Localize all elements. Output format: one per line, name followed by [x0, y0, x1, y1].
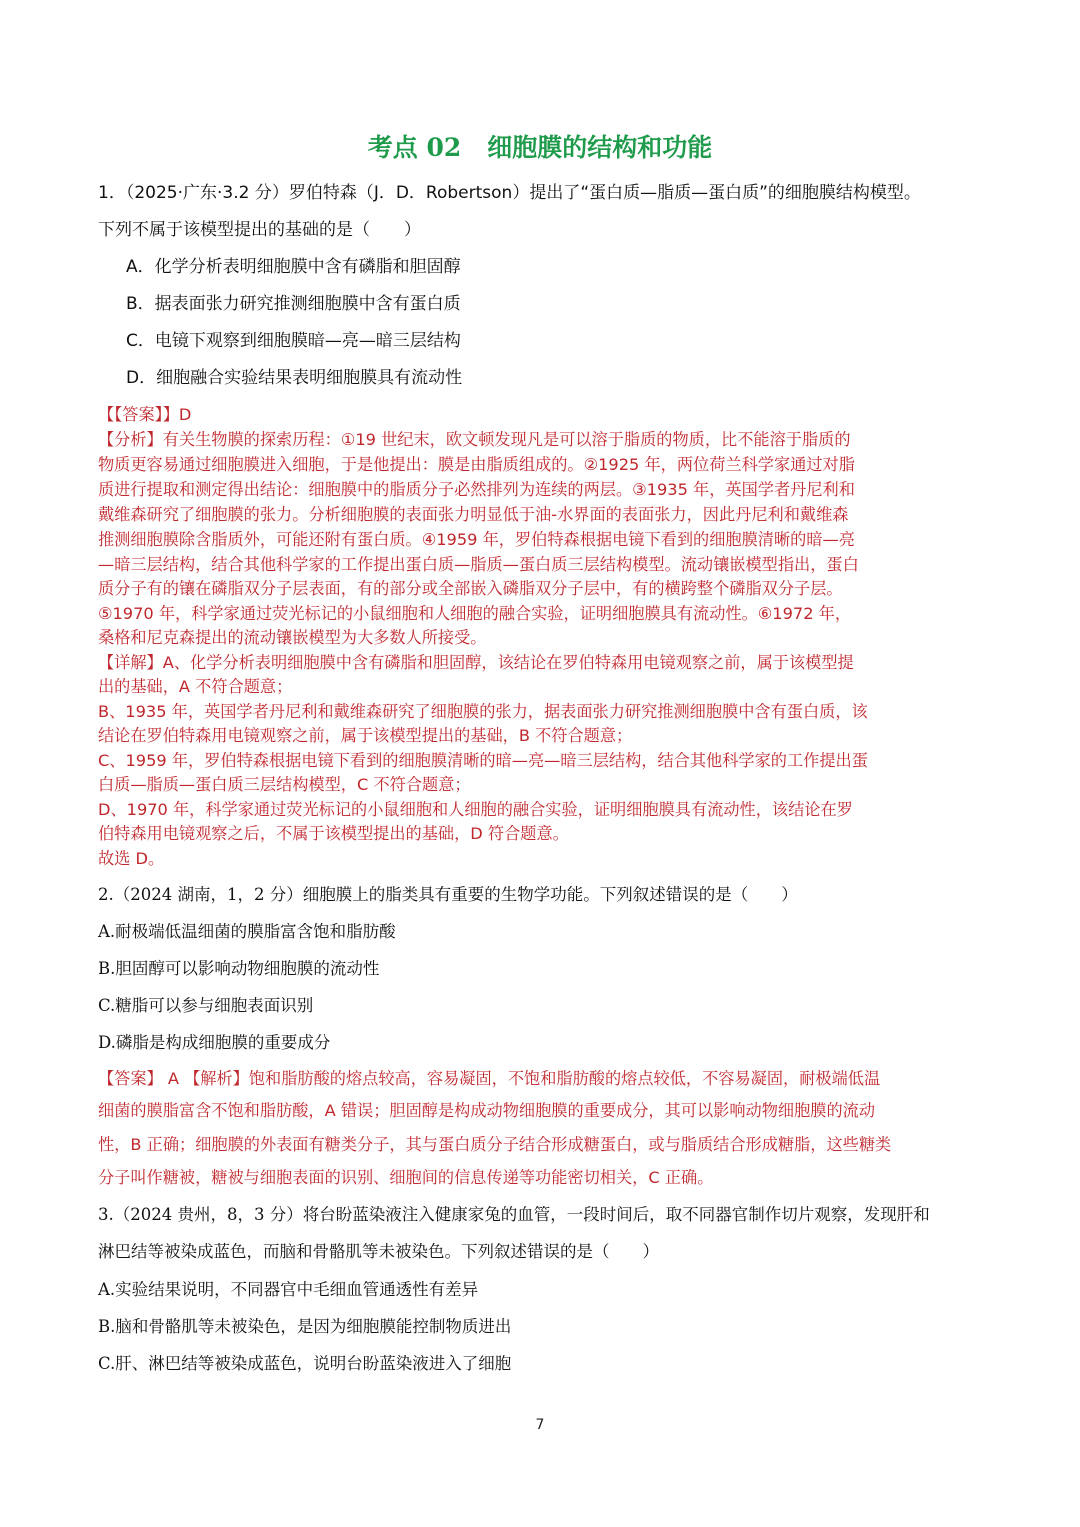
- q1-answer: 【【答案】】D: [98, 405, 192, 424]
- q1-detail-line: B、1935 年，英国学者丹尼利和戴维森研究了细胞膜的张力，据表面张力研究推测细胞膜中含有蛋白质，该: [98, 702, 868, 721]
- q2-answer-line: 【答案】 A 【解析】饱和脂肪酸的熔点较高，容易凝固，不饱和脂肪酸的熔点较低，不容易凝固，耐极端低温: [98, 1069, 881, 1088]
- q1-detail-line: 出的基础，A 不符合题意；: [98, 677, 293, 696]
- q1-analysis-line: 物质更容易通过细胞膜进入细胞，于是他提出：膜是由脂质组成的。②1925 年，两位荷兰科学家通过对脂: [98, 455, 855, 474]
- q3-stem-line1: 3.（2024 贵州，8，3 分）将台盼蓝染液注入健康家兔的血管，一段时间后，取不同器官制作切片观察，发现肝和: [98, 1205, 930, 1224]
- q1-detail-line: D、1970 年，科学家通过荧光标记的小鼠细胞和人细胞的融合实验，证明细胞膜具有流动性，该结论在罗: [98, 800, 853, 819]
- q2-option-d: D.磷脂是构成细胞膜的重要成分: [98, 1033, 331, 1052]
- q3-option-b: B.脑和骨骼肌等未被染色，是因为细胞膜能控制物质进出: [98, 1317, 512, 1336]
- q1-stem-line2: 下列不属于该模型提出的基础的是（ ）: [98, 220, 421, 240]
- q1-option-a: A．化学分析表明细胞膜中含有磷脂和胆固醇: [126, 257, 461, 277]
- q2-option-c: C.糖脂可以参与细胞表面识别: [98, 996, 314, 1015]
- q1-analysis-line: 质进行提取和测定得出结论：细胞膜中的脂质分子必然排列为连续的两层。③1935 年，英国学者丹尼利和: [98, 480, 855, 499]
- title-text: 细胞膜的结构和功能: [487, 133, 713, 162]
- q2-option-b: B.胆固醇可以影响动物细胞膜的流动性: [98, 959, 380, 978]
- q1-detail-line: 故选 D。: [98, 849, 165, 868]
- q2-answer-line: 细菌的膜脂富含不饱和脂肪酸，A 错误；胆固醇是构成动物细胞膜的重要成分，其可以影响动物细胞膜的流动: [98, 1101, 876, 1120]
- q1-detail-line: 白质—脂质—蛋白质三层结构模型，C 不符合题意；: [98, 775, 471, 794]
- section-title: [0, 128, 1080, 164]
- q1-detail-line: 【详解】A、化学分析表明细胞膜中含有磷脂和胆固醇，该结论在罗伯特森用电镜观察之前，属于该模型提: [98, 653, 854, 672]
- q1-analysis-line: 推测细胞膜除含脂质外，可能还附有蛋白质。④1959 年，罗伯特森根据电镜下看到的细胞膜清晰的暗—亮: [98, 530, 855, 549]
- q1-option-b: B．据表面张力研究推测细胞膜中含有蛋白质: [126, 294, 461, 314]
- q2-option-a: A.耐极端低温细菌的膜脂富含饱和脂肪酸: [98, 922, 396, 941]
- kaodian-label: 考点 02: [367, 133, 462, 162]
- q3-option-a: A.实验结果说明，不同器官中毛细血管通透性有差异: [98, 1280, 479, 1299]
- q1-analysis-line: ⑤1970 年，科学家通过荧光标记的小鼠细胞和人细胞的融合实验，证明细胞膜具有流动性。⑥1972 年，: [98, 604, 852, 623]
- q1-analysis-line: —暗三层结构，结合其他科学家的工作提出蛋白质—脂质—蛋白质三层结构模型。流动镶嵌模型指出，蛋白: [98, 555, 859, 574]
- q1-detail-line: 伯特森用电镜观察之后，不属于该模型提出的基础，D 符合题意。: [98, 824, 569, 843]
- q1-option-c: C．电镜下观察到细胞膜暗—亮—暗三层结构: [126, 331, 461, 351]
- q1-analysis-line: 质分子有的镶在磷脂双分子层表面，有的部分或全部嵌入磷脂双分子层中，有的横跨整个磷脂双分子层。: [98, 579, 843, 598]
- q1-analysis-line: 【分析】有关生物膜的探索历程：①19 世纪末，欧文顿发现凡是可以溶于脂质的物质，比不能溶于脂质的: [98, 430, 851, 449]
- q1-stem-line1: 1．（2025·广东·3.2 分）罗伯特森（J．D．Robertson）提出了“蛋白质—脂质—蛋白质”的细胞膜结构模型。: [98, 183, 921, 203]
- q2-answer-line: 性，B 正确；细胞膜的外表面有糖类分子，其与蛋白质分子结合形成糖蛋白，或与脂质结合形成糖脂，这些糖类: [98, 1135, 892, 1154]
- q1-detail-line: 结论在罗伯特森用电镜观察之前，属于该模型提出的基础，B 不符合题意；: [98, 726, 633, 745]
- q1-detail-line: C、1959 年，罗伯特森根据电镜下看到的细胞膜清晰的暗—亮—暗三层结构，结合其他科学家的工作提出蛋: [98, 751, 868, 770]
- q3-option-c: C.肝、淋巴结等被染成蓝色，说明台盼蓝染液进入了细胞: [98, 1354, 512, 1373]
- q1-analysis-line: 桑格和尼克森提出的流动镶嵌模型为大多数人所接受。: [98, 628, 487, 647]
- q2-answer-line: 分子叫作糖被，糖被与细胞表面的识别、细胞间的信息传递等功能密切相关，C 正确。: [98, 1168, 714, 1187]
- q2-stem: 2.（2024 湖南，1，2 分）细胞膜上的脂类具有重要的生物学功能。下列叙述错误的是（ ）: [98, 885, 798, 904]
- q3-stem-line2: 淋巴结等被染成蓝色，而脑和骨骼肌等未被染色。下列叙述错误的是（ ）: [98, 1242, 659, 1261]
- q1-option-d: D．细胞融合实验结果表明细胞膜具有流动性: [126, 368, 463, 388]
- page-number: 7: [535, 1417, 545, 1433]
- q1-analysis-line: 戴维森研究了细胞膜的张力。分析细胞膜的表面张力明显低于油-水界面的表面张力，因此丹尼利和戴维森: [98, 505, 849, 524]
